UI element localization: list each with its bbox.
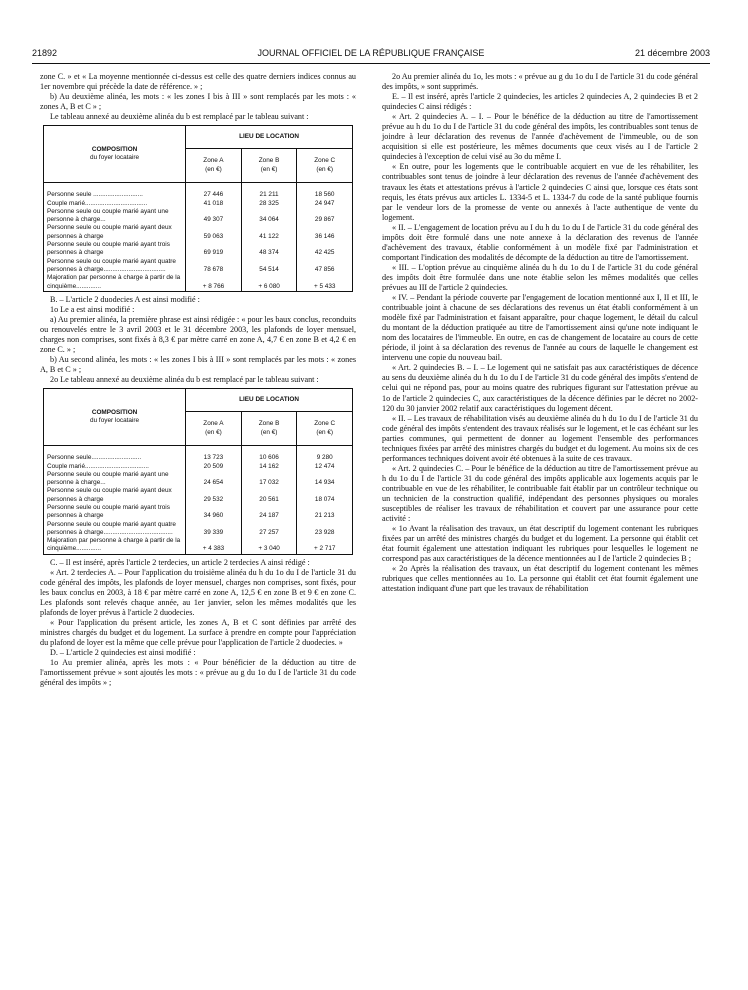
unit-label: (en €) — [260, 428, 278, 436]
location-header: LIEU DE LOCATION — [186, 126, 353, 149]
paragraph: « II. – L'engagement de location prévu au I du h du 1o du I de l'article 31 du code général des impôts doit être formulé dans une note annexe à la déclaration des revenus de l'année d'achèvement des travaux, établie conformément à un modèle fixé par l'administration et comportant l'indication des modalités de décompte de la déduction au titre de l'amortissement. — [382, 222, 698, 262]
zone-a-label: Zone A — [203, 420, 224, 428]
paragraph: a) Au premier alinéa, la première phrase est ainsi rédigée : « pour les baux conclus, reconduits ou renouvelés entre le 3 avril 2003 et le 31 décembre 2003, les plafonds de loyer mensuel, charges non comprises, sont fixés à 8,3 € par mètre carré en zone A, 4,7 € en zone B et 4,2 € en zone C. » ; — [40, 314, 356, 355]
row-label: Personne seule ou couple marié ayant une personne à charge... — [44, 208, 186, 225]
zone-c-value: 21 213 — [297, 504, 353, 521]
row-label: Majoration par personne à charge à partir de la cinquième.............. — [44, 274, 186, 291]
paragraph: b) Au second alinéa, les mots : « les zones I bis à III » sont remplacés par les mots : « zones A, B et C » ; — [40, 355, 356, 375]
row-label: Personne seule ou couple marié ayant deux personnes à charge — [44, 224, 186, 241]
zone-b-value: 14 162 — [241, 463, 297, 471]
zone-a-value: 41 018 — [186, 200, 242, 208]
page-number: 21892 — [32, 48, 58, 58]
zone-a-value: + 8 766 — [186, 274, 242, 291]
zone-b-label: Zone B — [258, 420, 280, 428]
paragraph: Le tableau annexé au deuxième alinéa du b est remplacé par le tableau suivant : — [50, 112, 309, 122]
zone-c-label: Zone C — [314, 420, 336, 428]
unit-label: (en €) — [205, 428, 222, 436]
zone-c-value: 24 947 — [297, 200, 353, 208]
paragraph: D. – L'article 2 quindecies est ainsi modifié : — [50, 648, 196, 658]
zone-b-value: 27 257 — [241, 521, 297, 538]
unit-label: (en €) — [205, 165, 222, 173]
table-row — [44, 224, 353, 241]
zone-c-value: + 2 717 — [297, 537, 353, 554]
zone-b-value: 41 122 — [241, 224, 297, 241]
row-label: Personne seule ou couple marié ayant quatre personnes à charge....................................... — [44, 521, 186, 538]
row-label: Majoration par personne à charge à partir de la cinquième.............. — [44, 537, 186, 554]
zone-b-value: 17 032 — [241, 471, 297, 488]
publication-date: 21 décembre 2003 — [634, 48, 710, 58]
zone-b-header — [241, 149, 297, 183]
zone-c-header — [297, 412, 353, 446]
table-row — [44, 258, 353, 275]
zone-b-value: 34 064 — [241, 208, 297, 225]
paragraph: 1o Le a est ainsi modifié : — [50, 304, 135, 314]
table-row — [44, 454, 353, 462]
zone-c-value: 36 146 — [297, 224, 353, 241]
paragraph: 2o Le tableau annexé au deuxième alinéa du b est remplacé par le tableau suivant : — [50, 375, 319, 385]
paragraph: 1o Au premier alinéa, après les mots : « Pour bénéficier de la déduction au titre de l'amortissement prévue » sont ajoutés les mots : « prévue au g du 1o du I de l'article 31 du code général des impôts » ; — [40, 658, 356, 688]
composition-sublabel: du foyer locataire — [90, 417, 140, 425]
zone-b-value: 10 606 — [241, 454, 297, 462]
page-header — [32, 48, 710, 64]
zone-b-value: 54 514 — [241, 258, 297, 275]
zone-c-value: 47 856 — [297, 258, 353, 275]
zone-b-value: 28 325 — [241, 200, 297, 208]
row-label: Couple marié................................... — [44, 200, 186, 208]
location-header: LIEU DE LOCATION — [186, 389, 353, 412]
zone-b-value: 21 211 — [241, 191, 297, 199]
row-label: Personne seule ou couple marié ayant trois personnes à charge — [44, 241, 186, 258]
header-rule — [32, 63, 710, 64]
zone-a-value: 78 678 — [186, 258, 242, 275]
paragraph: E. – Il est inséré, après l'article 2 quindecies, les articles 2 quindecies A, 2 quindecies B et 2 quindecies C ainsi rédigés : — [382, 92, 698, 112]
zone-a-value: 49 307 — [186, 208, 242, 225]
table-row — [44, 463, 353, 471]
zone-a-value: 27 446 — [186, 191, 242, 199]
row-label: Couple marié.................................... — [44, 463, 186, 471]
unit-label: (en €) — [316, 165, 334, 173]
table-row — [44, 200, 353, 208]
rent-ceiling-table-1 — [43, 125, 353, 292]
table-row — [44, 191, 353, 199]
zone-c-value: 42 425 — [297, 241, 353, 258]
zone-a-value: 20 509 — [186, 463, 242, 471]
zone-c-value: 12 474 — [297, 463, 353, 471]
paragraph: « Art. 2 quindecies A. – I. – Pour le bénéfice de la déduction au titre de l'amortissement prévue au h du 1o du I de l'article 31 du code général des impôts, les contribuables sont tenus de joindre à leur déclaration des revenus de l'année d'achèvement de l'immeuble, ou de son acquisition si elle est postérieure, les mêmes documents que ceux visés au I de l'article 2 quindecies à l'exception de celui visé au 3o du même I. — [382, 112, 698, 162]
row-label: Personne seule ............................ — [44, 191, 186, 199]
zone-c-value: 23 928 — [297, 521, 353, 538]
paragraph: « Art. 2 terdecies A. – Pour l'application du troisième alinéa du h du 1o du I de l'article 31 du code général des impôts, les plafonds de loyer mensuel, charges non comprises, sont fixés, pour les baux conclus en 2003, à 18 € par mètre carré en zone A, 12,5 € en zone B et 9 € en zone C. Les plafonds sont relevés chaque année, au 1er janvier, selon les mêmes modalités que les plafonds de loyer prévus à l'article 2 duodecies. — [40, 567, 356, 618]
table-row — [44, 487, 353, 504]
zone-b-value: 20 561 — [241, 487, 297, 504]
zone-a-value: + 4 383 — [186, 537, 242, 554]
composition-label: COMPOSITION — [91, 408, 138, 416]
paragraph: zone C. » et « La moyenne mentionnée ci-dessus est celle des quatre derniers indices connus au 1er novembre qui précède la date de référence. » ; — [40, 72, 356, 92]
zone-b-value: + 6 080 — [241, 274, 297, 291]
paragraph: « IV. – Pendant la période couverte par l'engagement de location mentionné aux I, II et III, le contribuable joint à chacune de ses déclarations des revenus un état établi conformément à un modèle fixé par l'administration et faisant apparaître, pour chaque logement, le détail du calcul du montant de la déduction pratiquée au titre de l'amortissement ainsi qu'une note indiquant le nom des locataires de l'immeuble. En outre, en cas de changement de locataire au cours de cette période, il joint à sa déclaration des revenus de l'année au cours de laquelle le changement est intervenu une copie du nouveau bail. — [382, 293, 698, 363]
table-row — [44, 208, 353, 225]
composition-header — [44, 389, 186, 446]
row-label: Personne seule............................ — [44, 454, 186, 462]
table-row — [44, 241, 353, 258]
zone-c-value: 9 280 — [297, 454, 353, 462]
paragraph: « III. – L'option prévue au cinquième alinéa du h du 1o du I de l'article 31 du code général des impôts doit être formulée dans une note établie selon les mêmes modalités que celles prévues au III de l'article 2 quindecies. — [382, 262, 698, 292]
paragraph: b) Au deuxième alinéa, les mots : « les zones I bis à III » sont remplacés par les mots : « zones A, B et C » ; — [40, 92, 356, 112]
table-row — [44, 504, 353, 521]
zone-a-value: 29 532 — [186, 487, 242, 504]
zone-a-value: 24 654 — [186, 471, 242, 488]
row-label: Personne seule ou couple marié ayant quatre personnes à charge................................... — [44, 258, 186, 275]
zone-c-value: 14 934 — [297, 471, 353, 488]
row-label: Personne seule ou couple marié ayant trois personnes à charge — [44, 504, 186, 521]
zone-b-value: 24 187 — [241, 504, 297, 521]
zone-b-label: Zone B — [258, 157, 280, 165]
zone-c-value: 18 560 — [297, 191, 353, 199]
composition-header — [44, 126, 186, 183]
paragraph: « Art. 2 quindecies B. – I. – Le logement qui ne satisfait pas aux caractéristiques de décence au sens du deuxième alinéa du h du 1o du I de l'article 31 du code général des impôts s'entend de celui qui ne répond pas, pour au moins quatre des rubriques figurant sur l'attestation prévue au 1o de l'article 2 quindecies C, aux caractéristiques de la décence définies par le décret no 2002-120 du 30 janvier 2002 relatif aux caractéristiques du logement décent. — [382, 363, 698, 413]
zone-a-header — [186, 412, 242, 446]
zone-a-value: 34 960 — [186, 504, 242, 521]
table-row — [44, 521, 353, 538]
paragraph: « II. – Les travaux de réhabilitation visés au deuxième alinéa du h du 1o du I de l'article 31 du code général des impôts s'entendent des travaux réalisés sur le logement, et le cas échéant sur les parties communes, qui permettent de donner au logement l'ensemble des performances techniques fixées par arrêté des ministres chargés du budget et du logement. Au moins six de ces performances techniques doivent avoir été obtenues à la suite de ces travaux. — [382, 413, 698, 463]
zone-b-value: 48 374 — [241, 241, 297, 258]
unit-label: (en €) — [260, 165, 278, 173]
table-row — [44, 471, 353, 488]
zone-a-value: 13 723 — [186, 454, 242, 462]
rent-ceiling-table-2 — [43, 388, 353, 555]
unit-label: (en €) — [316, 428, 334, 436]
paragraph: « 1o Avant la réalisation des travaux, un état descriptif du logement contenant les rubriques fixées par un arrêté des ministres chargés du budget et du logement. La personne qui établit cet état fournit également une attestation indiquant les rubriques pour lesquelles le logement ne correspond pas aux caractéristiques de la décence mentionnées au I de l'article 2 quindecies B ; — [382, 524, 698, 564]
journal-title: JOURNAL OFFICIEL DE LA RÉPUBLIQUE FRANÇAISE — [257, 48, 485, 58]
zone-c-value: 18 074 — [297, 487, 353, 504]
zone-a-value: 39 339 — [186, 521, 242, 538]
zone-a-header — [186, 149, 242, 183]
paragraph: « Pour l'application du présent article, les zones A, B et C sont définies par arrêté des ministres chargés du budget et du logement. La surface à prendre en compte pour l'appréciation du plafond de loyer est la même que celle prévue pour l'application de l'article 2 duodecies. » — [40, 618, 356, 648]
composition-label: COMPOSITION — [91, 145, 138, 153]
row-label: Personne seule ou couple marié ayant deux personnes à charge — [44, 487, 186, 504]
left-column — [40, 72, 356, 688]
zone-a-value: 59 063 — [186, 224, 242, 241]
zone-c-value: + 5 433 — [297, 274, 353, 291]
paragraph: « 2o Après la réalisation des travaux, un état descriptif du logement contenant les mêmes rubriques que celles mentionnées au 1o. La personne qui établit cet état fournit également une attestation indiquant d'une part que les travaux de réhabilitation — [382, 564, 698, 594]
row-label: Personne seule ou couple marié ayant une personne à charge... — [44, 471, 186, 488]
paragraph: 2o Au premier alinéa du 1o, les mots : « prévue au g du 1o du I de l'article 31 du code général des impôts, » sont supprimés. — [382, 72, 698, 92]
paragraph: « En outre, pour les logements que le contribuable acquiert en vue de les réhabiliter, les contribuables sont tenus de joindre à leur déclaration des revenus de l'année d'achèvement des travaux les états et attestations prévus à l'article 2 quindecies C ainsi que, lorsque ces états sont requis, les états prévus aux articles L. 1334-5 et L. 1334-7 du code de la santé publique fournis par le vendeur lors de la promesse de vente ou annexés à l'acte authentique de vente du logement. — [382, 162, 698, 222]
zone-b-value: + 3 040 — [241, 537, 297, 554]
zone-a-value: 69 919 — [186, 241, 242, 258]
zone-c-label: Zone C — [314, 157, 336, 165]
paragraph: B. – L'article 2 duodecies A est ainsi modifié : — [50, 294, 200, 304]
paragraph: « Art. 2 quindecies C. – Pour le bénéfice de la déduction au titre de l'amortissement prévue au h du 1o du I de l'article 31 du code général des impôts applicable aux logements acquis par le contribuable en vue de les réhabiliter, le contribuable fait établir par un contrôleur technique ou un technicien de la construction qualifié, indépendant des personnes physiques ou morales susceptibles de réaliser les travaux de réhabilitation et couvert par une assurance pour cette activité : — [382, 463, 698, 524]
table-row — [44, 537, 353, 554]
zone-c-value: 29 867 — [297, 208, 353, 225]
paragraph: C. – Il est inséré, après l'article 2 terdecies, un article 2 terdecies A ainsi rédigé : — [50, 557, 310, 567]
zone-b-header — [241, 412, 297, 446]
right-column — [382, 72, 698, 594]
composition-sublabel: du foyer locataire — [90, 154, 140, 162]
zone-a-label: Zone A — [203, 157, 224, 165]
table-row — [44, 274, 353, 291]
zone-c-header — [297, 149, 353, 183]
